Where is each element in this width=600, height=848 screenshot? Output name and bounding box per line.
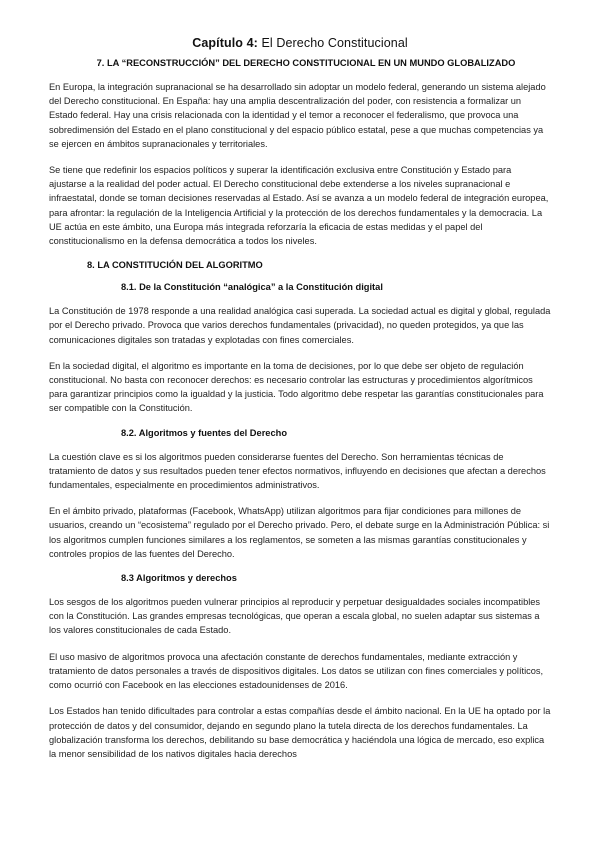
- section-8-1-paragraph-2: En la sociedad digital, el algoritmo es importante en la toma de decisiones, por lo que debe ser objeto de regulación constitucional. No basta con reconocer derechos: es necesario controlar las estructuras y procedimientos algorítmicos para garantizar principios como la igualdad y la justicia. Todo algoritmo debe respetar las garantías constitucionales para ser compatible con la Constitución.: [49, 360, 544, 414]
- section-7-paragraph-1: En Europa, la integración supranacional se ha desarrollado sin adoptar un modelo federal, generando un sistema alejado del Derecho constitucional. En España: hay una amplia descentralización del poder, con resistencia a formalizar un Estado federal. Hay una crisis relacionada con la identidad y el temor a reconocer el federalismo, que provoca una sobredimensión del Estado en el plano constitucional y del espacio público estatal, pese a que muchas competencias ya se ejercen en ámbitos supranacionales y territoriales.: [49, 82, 546, 149]
- section-7-paragraph-2: Se tiene que redefinir los espacios políticos y superar la identificación exclusiva entre Constitución y Estado para ajustarse a la realidad del poder actual. El Derecho constitucional debe extenderse a los niveles supranacional e infraestatal, donde se toman decisiones reservadas al Estado. Así se avanza a un modelo federal de integración europea, para afrontar: la regulación de la Inteligencia Artificial y la protección de los derechos fundamentales y la democracia. La UE actúa en este ámbito, una Europa más integrada reforzaría la eficacia de estas medidas y el papel del constitucionalismo en la defensa democrática a todos los niveles.: [49, 165, 549, 247]
- chapter-title: [49, 36, 551, 50]
- chapter-label: Capítulo 4:: [192, 36, 258, 50]
- section-8-3-paragraph-3: Los Estados han tenido dificultades para controlar a estas compañías desde el ámbito nacional. En la UE ha optado por la protección de datos y del consumidor, dejando en segundo plano la tutela directa de los derechos fundamentales. La globalización transforma los derechos, debilitando su base democrática y haciéndola una lógica de mercado, eso explica la menor sensibilidad de los nativos digitales hacia derechos: [49, 706, 551, 759]
- section-8-2-paragraph-1: La cuestión clave es si los algoritmos pueden considerarse fuentes del Derecho. Son herramientas técnicas de tratamiento de datos y sus resultados pueden tener efectos normativos, influyendo en decisiones que afectan a derechos fundamentales, especialmente en procedimientos administrativos.: [49, 451, 546, 491]
- section-8-2-paragraph-2: En el ámbito privado, plataformas (Facebook, WhatsApp) utilizan algoritmos para fijar condiciones para millones de usuarios, creando un “ecosistema” regulado por el Derecho privado. Pero, el debate surge en la Administración Pública: si los algoritmos cumplen funciones similares a los reglamentos, se someten a las mismas garantías constitucionales y controles propios de las fuentes del Derecho.: [49, 506, 550, 559]
- section-7-heading: 7. LA “RECONSTRUCCIÓN” DEL DERECHO CONSTITUCIONAL EN UN MUNDO GLOBALIZADO: [96, 58, 516, 68]
- section-8-3-heading: 8.3 Algoritmos y derechos: [121, 573, 237, 584]
- section-8-heading: 8. LA CONSTITUCIÓN DEL ALGORITMO: [87, 260, 263, 271]
- section-8-2-heading: 8.2. Algoritmos y fuentes del Derecho: [121, 427, 288, 438]
- chapter-name: El Derecho Constitucional: [261, 36, 408, 50]
- section-8-1-heading: 8.1. De la Constitución “analógica” a la Constitución digital: [121, 282, 383, 293]
- section-8-3-paragraph-2: El uso masivo de algoritmos provoca una afectación constante de derechos fundamentales, mediante extracción y tratamiento de datos personales a través de dispositivos digitales. Los datos se utilizan con fines comerciales y políticos, como ocurrió con Facebook en las elecciones estadounidenses de 2016.: [49, 651, 544, 691]
- section-8-3-paragraph-1: Los sesgos de los algoritmos pueden vulnerar principios al reproducir y perpetuar desigualdades sociales incompatibles con la Constitución. Las grandes empresas tecnológicas, que operan a escala global, no suelen adaptar sus sistemas a los valores constitucionales de cada Estado.: [49, 597, 541, 636]
- section-8-1-paragraph-1: La Constitución de 1978 responde a una realidad analógica casi superada. La sociedad actual es digital y global, regulada por el Derecho privado. Provoca que varios derechos fundamentales (privacidad), no queden protegidos, ya que las comunicaciones digitales son tratadas y explotadas con fines comerciales.: [49, 306, 551, 345]
